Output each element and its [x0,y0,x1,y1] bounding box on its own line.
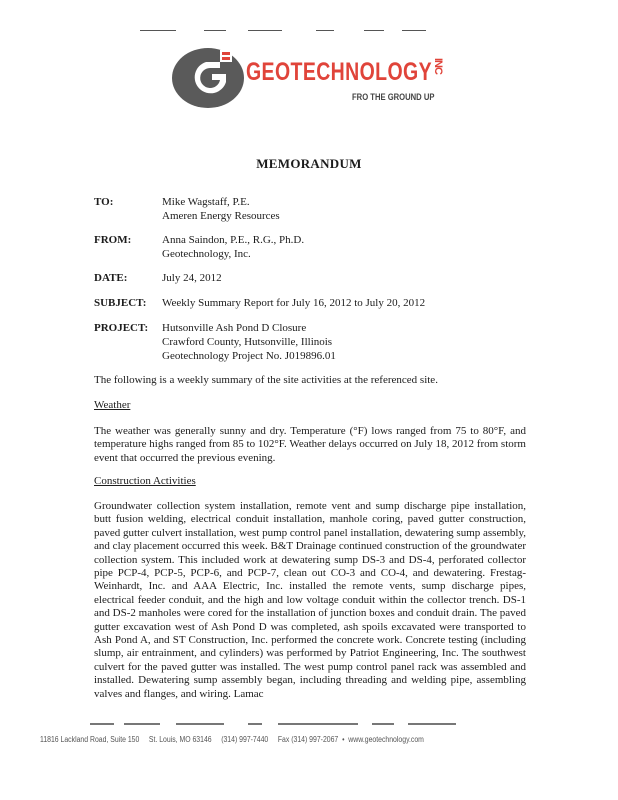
project-label: PROJECT: [94,322,149,334]
to-line: Mike Wagstaff, P.E. [162,196,250,208]
subject-label: SUBJECT: [94,297,147,309]
from-value [162,234,304,262]
project-line: Hutsonville Ash Pond D Closure [162,322,307,334]
construction-paragraph: Groundwater collection system installation, remote vent and sump discharge pipe installation, butt fusion welding, electrical conduit installation, manhole coring, paved gutter construction, paved gutter culvert installation, west pump control panel installation, dewatering sump assembly, and clay placement occurred this week. B&T Drainage continued construction of the groundwater collection system. This included work at dewatering sump DS-3 and DS-4, perforated collector pipe PCP-4, PCP-5, PCP-6, and PCP-7, clean out CO-3 and CO-4, and dewatering. Frestag-Weinhardt, Inc. and AAA Electric, Inc. installed the remote vents, sump discharge pipes, electrical feeder conduit, and the high and low voltage conduit within the collector trench. DS-1 and DS-2 manholes were cored for the installation of junction boxes and conduit drain. The paved gutter excavation west of Ash Pond D was completed, ash spoils excavated were transported to Ash Pond A, and ST Construction, Inc. performed the concrete work. Concrete testing (including slump, air entrainment, and cylinders) was performed by Patriot Engineering, Inc. The southwest culvert for the paved gutter was installed. The west pump control panel rack was assembled and installed. Dewatering sump assembly began, including threading and welding pipe, assembling valves and flanges, and wiring. Lamac [94,500,526,700]
footer-address: 11816 Lackland Road, Suite 150 [40,735,140,744]
footer-website: www.geotechnology.com [348,735,424,744]
weather-heading: Weather [94,399,131,411]
from-line: Anna Saindon, P.E., R.G., Ph.D. [162,234,305,246]
intro-paragraph: The following is a weekly summary of the site activities at the referenced site. [94,374,438,386]
subject-text: Weekly Summary Report for July 16, 2012 to July 20, 2012 [162,297,426,309]
logo-wordmark: GEOTECHNOLOGY [246,58,433,86]
footer-fax: Fax (314) 997-2067 [277,735,339,744]
from-label: FROM: [94,234,132,246]
footer-rule [90,723,530,727]
date-label: DATE: [94,272,128,284]
footer-city: St. Louis, MO 63146 [148,735,212,744]
logo-emblem-icon [172,44,252,110]
weather-paragraph: The weather was generally sunny and dry. Temperature (°F) lows ranged from 75 to 80°F, and temperature highs ranged from 85 to 102°F. Weather delays occurred on July 18, 2012 from storm event that occurred the previous evening. [94,425,526,464]
project-line: Geotechnology Project No. J019896.01 [162,350,336,362]
to-value [162,196,280,224]
logo-inc: INC [432,58,444,74]
construction-heading: Construction Activities [94,475,196,487]
geotechnology-logo [172,44,462,110]
date-text: July 24, 2012 [162,272,222,284]
project-line: Crawford County, Hutsonville, Illinois [162,336,333,348]
from-line: Geotechnology, Inc. [162,248,251,260]
date-value [162,272,222,286]
subject-value [162,297,425,311]
header-marks [140,30,440,36]
to-line: Ameren Energy Resources [162,210,280,222]
footer-phone: (314) 997-7440 [221,735,269,744]
project-value [162,322,336,364]
footer-address-line: 11816 Lackland Road, Suite 150 St. Louis, MO 63146 (314) 997-7440 Fax (314) 997-2067 • www.geotechnology.com [40,735,424,744]
memo-title: MEMORANDUM [256,156,362,171]
logo-tagline: FRO THE GROUND UP [352,92,435,102]
to-label: TO: [94,196,114,208]
